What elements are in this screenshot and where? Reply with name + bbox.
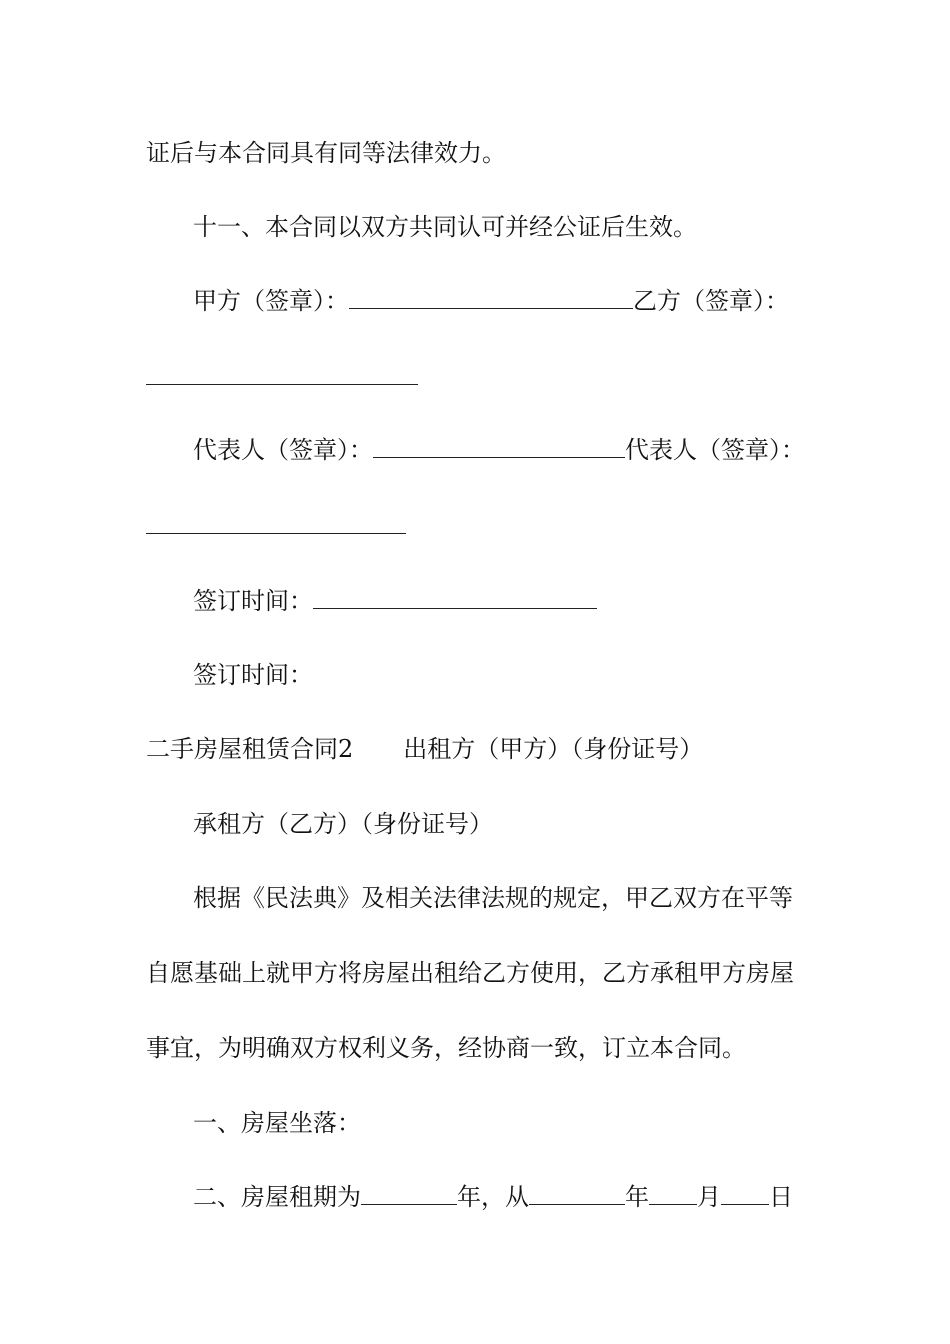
party-a-label: 甲方（签章）： — [193, 287, 349, 315]
clause-11: 十一、本合同以双方共同认可并经公证后生效。 — [193, 213, 697, 241]
signing-date-label-1: 签订时间： — [193, 587, 313, 615]
party-a-blank — [349, 286, 633, 309]
preamble-line-3: 事宜，为明确双方权利义务，经协商一致，订立本合同。 — [146, 1034, 746, 1062]
party-b-blank — [146, 384, 418, 385]
clause-1-location: 一、房屋坐落： — [193, 1109, 361, 1137]
clause-2-term — [193, 1181, 793, 1213]
contract-2-title: 二手房屋租赁合同2 — [146, 735, 354, 763]
rep-b-label: 代表人（签章）： — [625, 436, 805, 464]
representative-signature-line — [193, 434, 805, 466]
year-label: 年 — [625, 1183, 649, 1211]
day-label: 日 — [769, 1183, 793, 1211]
contract-2-heading-line — [146, 733, 703, 765]
start-year-blank — [529, 1182, 625, 1205]
preamble-line-2: 自愿基础上就甲方将房屋出租给乙方使用，乙方承租甲方房屋 — [146, 959, 794, 987]
lessee-line: 承租方（乙方）（身份证号） — [193, 810, 493, 838]
party-b-label: 乙方（签章）： — [633, 287, 789, 315]
term-label: 二、房屋租期为 — [193, 1183, 361, 1211]
start-day-blank — [721, 1182, 769, 1205]
rep-a-label: 代表人（签章）： — [193, 436, 373, 464]
rep-b-blank — [146, 533, 406, 534]
lessor-line: 出租方（甲方）（身份证号） — [403, 735, 704, 763]
term-from-label: 年，从 — [457, 1183, 529, 1211]
rep-a-blank — [373, 435, 625, 458]
month-label: 月 — [697, 1183, 721, 1211]
signing-date-line-1 — [193, 585, 597, 617]
party-a-signature-line — [193, 285, 789, 317]
preamble-line-1: 根据《民法典》及相关法律法规的规定，甲乙双方在平等 — [193, 884, 793, 912]
text-line-1: 证后与本合同具有同等法律效力。 — [146, 139, 506, 167]
term-years-blank — [361, 1182, 457, 1205]
signing-date-line-2: 签订时间： — [193, 661, 313, 689]
start-month-blank — [649, 1182, 697, 1205]
signing-date-blank — [313, 586, 597, 609]
